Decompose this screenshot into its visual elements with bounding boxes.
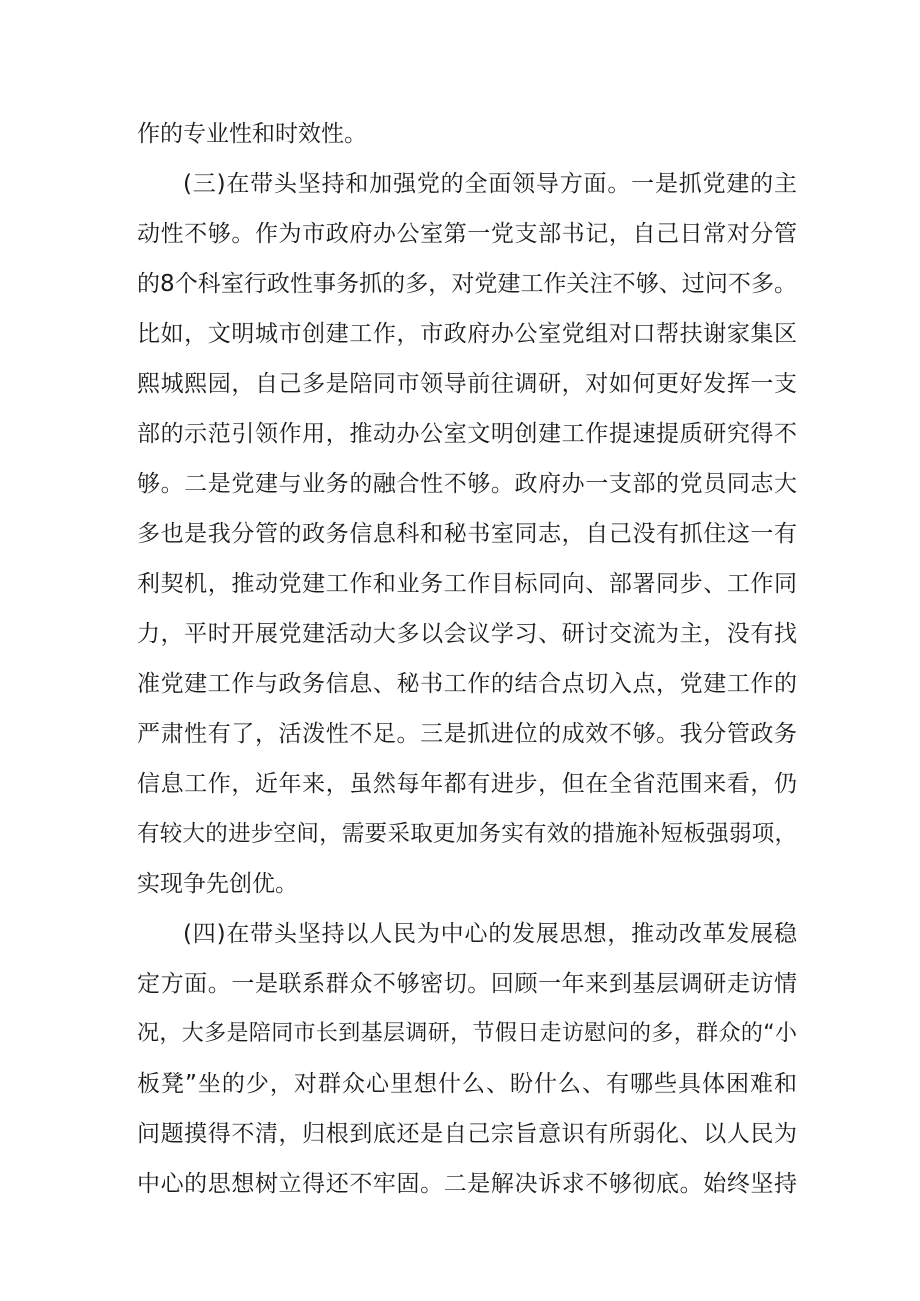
text-line: 够。二是党建与业务的融合性不够。政府办一支部的党员同志大	[137, 471, 797, 497]
text-line: 力，平时开展党建活动大多以会议学习、研讨交流为主，没有找	[137, 621, 797, 647]
text-line: 况，大多是陪同市长到基层调研，节假日走访慰问的多，群众的“小	[137, 1021, 797, 1046]
text-line: 定方面。一是联系群众不够密切。回顾一年来到基层调研走访情	[137, 971, 797, 997]
text-line: 多也是我分管的政务信息科和秘书室同志，自己没有抓住这一有	[137, 521, 797, 547]
text-line: 比如，文明城市创建工作，市政府办公室党组对口帮扶谢家集区	[137, 321, 797, 347]
text-line: 作的专业性和时效性。	[137, 121, 367, 147]
text-line: 动性不够。作为市政府办公室第一党支部书记，自己日常对分管	[137, 221, 797, 247]
text-line: 问题摸得不清，归根到底还是自己宗旨意识有所弱化、以人民为	[137, 1121, 797, 1147]
text-line: 严肃性有了，活泼性不足。三是抓进位的成效不够。我分管政务	[137, 721, 797, 747]
text-line: 板凳”坐的少，对群众心里想什么、盼什么、有哪些具体困难和	[137, 1071, 797, 1097]
text-line: 实现争先创优。	[137, 871, 298, 897]
text-line: 利契机，推动党建工作和业务工作目标同向、部署同步、工作同	[137, 571, 797, 597]
text-line: 信息工作，近年来，虽然每年都有进步，但在全省范围来看，仍	[137, 771, 797, 797]
text-line: 部的示范引领作用，推动办公室文明创建工作提速提质研究得不	[137, 421, 797, 447]
text-line: 的8个科室行政性事务抓的多，对党建工作关注不够、过问不多。	[137, 271, 797, 297]
text-line: 中心的思想树立得还不牢固。二是解决诉求不够彻底。始终坚持	[137, 1171, 797, 1197]
text-line: 熙城熙园，自己多是陪同市领导前往调研，对如何更好发挥一支	[137, 371, 797, 397]
text-line: 有较大的进步空间，需要采取更加务实有效的措施补短板强弱项，	[137, 821, 797, 847]
paragraph-heading-line: (四)在带头坚持以人民为中心的发展思想，推动改革发展稳	[183, 921, 797, 947]
text-line: 准党建工作与政务信息、秘书工作的结合点切入点，党建工作的	[137, 671, 797, 697]
paragraph-heading-line: (三)在带头坚持和加强党的全面领导方面。一是抓党建的主	[183, 171, 797, 197]
